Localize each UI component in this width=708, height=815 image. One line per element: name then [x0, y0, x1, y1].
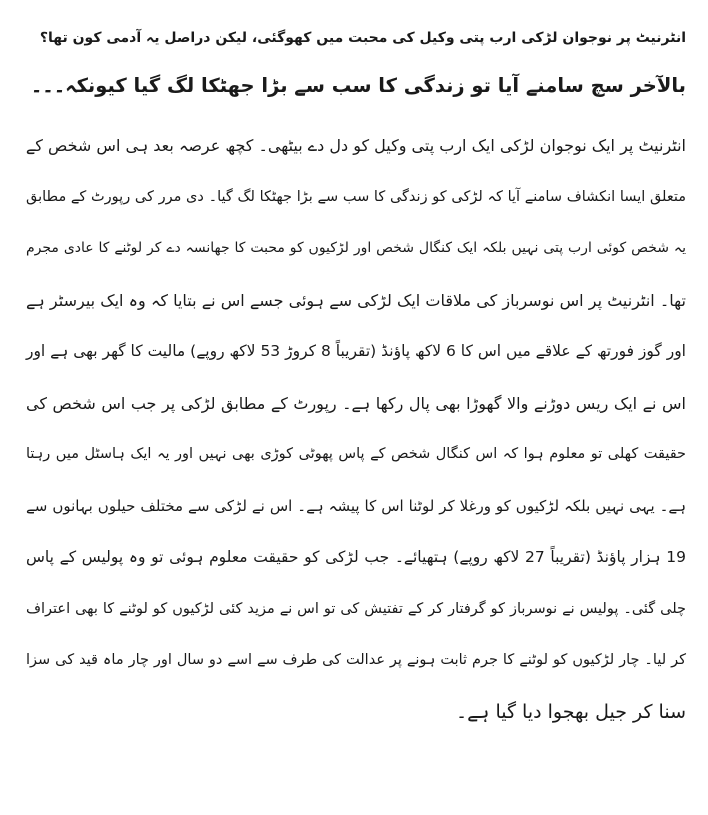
body-line: چلی گئی۔ پولیس نے نوسرباز کو گرفتار کر کے تفتیش کی تو اس نے مزید کئی لڑکیوں کو لوٹنے کا بھی اعتراف [26, 600, 686, 617]
headline-line: بالآخر سچ سامنے آیا تو زندگی کا سب سے بڑا جھٹکا لگ گیا کیونکہ۔۔۔ [30, 74, 686, 97]
headline-line: انٹرنیٹ پر نوجوان لڑکی ارب پتی وکیل کی محبت میں کھوگئی، لیکن دراصل یہ آدمی کون تھا؟ [39, 30, 686, 46]
article-body [26, 120, 686, 738]
body-line: متعلق ایسا انکشاف سامنے آیا کہ لڑکی کو زندگی کا سب سے بڑا جھٹکا لگ گیا۔ دی مرر کی رپورٹ کے مطابق [26, 188, 686, 205]
body-line: 19 ہزار پاﺅنڈ (تقریباً 27 لاکھ روپے) ہتھیائے۔ جب لڑکی کو حقیقت معلوم ہوئی تو وہ پولیس کے پاس [26, 548, 686, 566]
body-line: یہ شخص کوئی ارب پتی نہیں بلکہ ایک کنگال شخص اور لڑکیوں کو محبت کا جھانسہ دے کر لوٹنے کا عادی مجرم [26, 240, 686, 256]
body-line: ہے۔ یہی نہیں بلکہ لڑکیوں کو ورغلا کر لوٹنا اس کا پیشہ ہے۔ اس نے لڑکی سے مختلف حیلوں بہانوں سے [26, 496, 686, 515]
article-headline [26, 14, 686, 110]
body-line: اس نے ایک ریس دوڑنے والا گھوڑا بھی پال رکھا ہے۔ رپورٹ کے مطابق لڑکی پر جب اس شخص کی [26, 393, 686, 413]
body-line: اور گوز فورتھ کے علاقے میں اس کا 6 لاکھ پاﺅنڈ (تقریباً 8 کروڑ 53 لاکھ روپے) مالیت کا گھر بھی ہے اور [25, 342, 686, 360]
body-line: سنا کر جیل بھجوا دیا گیا ہے۔ [456, 700, 686, 723]
body-line: حقیقت کھلی تو معلوم ہوا کہ اس کنگال شخص کے پاس پھوٹی کوڑی بھی نہیں اور یہ ایک ہاسٹل میں رہتا [26, 446, 686, 462]
body-line: کر لیا۔ چار لڑکیوں کو لوٹنے کا جرم ثابت ہونے پر عدالت کی طرف سے اسے دو سال اور چار ماہ قید کی سزا [26, 652, 686, 668]
body-line: انٹرنیٹ پر ایک نوجوان لڑکی ایک ارب پتی وکیل کو دل دے بیٹھی۔ کچھ عرصہ بعد ہی اس شخص کے [25, 136, 686, 155]
body-line: تھا۔ انٹرنیٹ پر اس نوسرباز کی ملاقات ایک لڑکی سے ہوئی جسے اس نے بتایا کہ وہ ایک بیرسٹر ہے [26, 290, 686, 310]
